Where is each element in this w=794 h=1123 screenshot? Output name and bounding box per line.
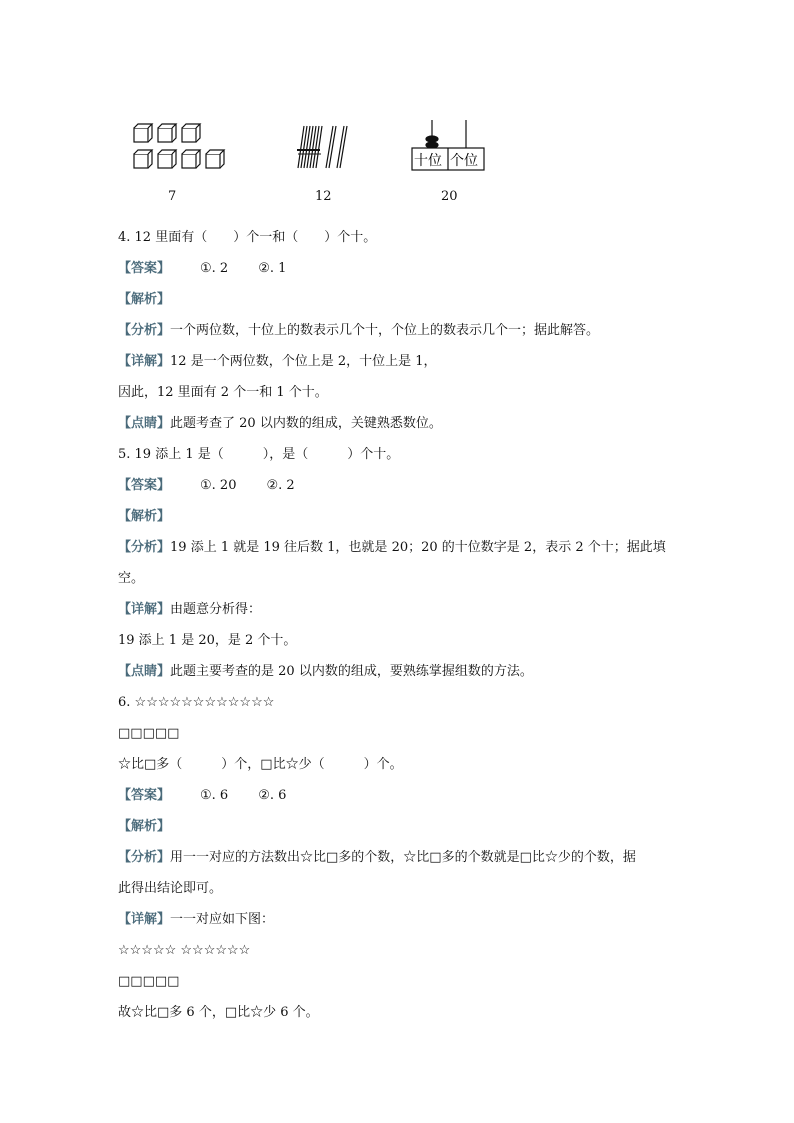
analysis-tag: 【解析】: [118, 292, 171, 307]
q6-conclusion: 故☆比□多 6 个，□比☆少 6 个。: [118, 1005, 319, 1020]
q5-fenxi: [118, 539, 666, 557]
q5-analysis: [118, 508, 170, 526]
q6-question: ☆比□多（ ）个，□比☆少（ ）个。: [118, 757, 403, 772]
caption-cubes: 7: [168, 189, 177, 204]
q4-question: 4. 12 里面有（ ）个一和（ ）个十。: [118, 230, 377, 245]
caption-sticks: 12: [315, 189, 332, 204]
cubes-icon: [134, 124, 224, 168]
q5-xiangjie-text-1: 由题意分析得：: [170, 602, 262, 617]
xiangjie-tag: 【详解】: [118, 912, 171, 927]
q6-fenxi-2: 此得出结论即可。: [118, 881, 223, 896]
q5-fenxi-text-1: 19 添上 1 就是 19 往后数 1，也就是 20；20 的十位数字是 2，表示 2 个十；据此填: [170, 540, 666, 555]
q4-answer-2: ②. 1: [258, 261, 287, 276]
q6-xiangjie: [118, 911, 274, 929]
q5-dianjing: [118, 663, 533, 681]
caption-abacus: 20: [441, 189, 458, 204]
q6-answer-2: ②. 6: [258, 788, 287, 803]
dianjing-tag: 【点睛】: [118, 416, 171, 431]
fenxi-tag: 【分析】: [118, 540, 171, 555]
abacus-label-ones: 个位: [450, 153, 478, 169]
q5-answer-1: ①. 20: [200, 478, 237, 493]
answer-tag: 【答案】: [118, 478, 171, 493]
q5-xiangjie: [118, 601, 261, 619]
q6-squares-row: □□□□□: [118, 974, 180, 989]
q5-answer-2: ②. 2: [266, 478, 295, 493]
q4-analysis: [118, 291, 170, 309]
fenxi-tag: 【分析】: [118, 850, 171, 865]
q6-stars: 6. ☆☆☆☆☆☆☆☆☆☆☆☆: [118, 695, 275, 710]
q6-analysis: [118, 818, 170, 836]
q4-answer-1: ①. 2: [200, 261, 229, 276]
xiangjie-tag: 【详解】: [118, 354, 171, 369]
q6-stars-row: ☆☆☆☆☆ ☆☆☆☆☆☆: [118, 943, 251, 958]
q5-question: 5. 19 添上 1 是（ ），是（ ）个十。: [118, 447, 400, 462]
analysis-tag: 【解析】: [118, 509, 171, 524]
q4-xiangjie-text-1: 12 是一个两位数，个位上是 2，十位上是 1，: [170, 354, 437, 369]
q4-fenxi-text: 一个两位数，十位上的数表示几个十，个位上的数表示几个一；据此解答。: [170, 323, 600, 338]
q6-answer-1: ①. 6: [200, 788, 229, 803]
q4-fenxi: [118, 322, 599, 340]
q6-fenxi: [118, 849, 636, 867]
q4-answer: [118, 260, 286, 278]
q5-dianjing-text: 此题主要考查的是 20 以内数的组成，要熟练掌握组数的方法。: [170, 664, 533, 679]
q6-xiangjie-text-1: 一一对应如下图：: [170, 912, 275, 927]
q6-answer: [118, 787, 286, 805]
answer-tag: 【答案】: [118, 261, 171, 276]
q6-squares: □□□□□: [118, 726, 180, 741]
counting-figures: [0, 110, 794, 210]
dianjing-tag: 【点睛】: [118, 664, 171, 679]
abacus-label-tens: 十位: [414, 153, 442, 169]
q5-answer: [118, 477, 295, 495]
analysis-tag: 【解析】: [118, 819, 171, 834]
q4-dianjing-text: 此题考查了 20 以内数的组成，关键熟悉数位。: [170, 416, 442, 431]
q5-fenxi-2: 空。: [118, 571, 145, 586]
q4-xiangjie: [118, 353, 437, 371]
sticks-icon: [297, 126, 347, 168]
answer-tag: 【答案】: [118, 788, 171, 803]
q5-xiangjie-2: 19 添上 1 是 20，是 2 个十。: [118, 633, 297, 648]
xiangjie-tag: 【详解】: [118, 602, 171, 617]
fenxi-tag: 【分析】: [118, 323, 171, 338]
q4-dianjing: [118, 415, 442, 433]
figures-svg: [0, 110, 794, 190]
q6-fenxi-text-1: 用一一对应的方法数出☆比□多的个数，☆比□多的个数就是□比☆少的个数，据: [170, 850, 636, 865]
q4-xiangjie-2: 因此，12 里面有 2 个一和 1 个十。: [118, 385, 328, 400]
